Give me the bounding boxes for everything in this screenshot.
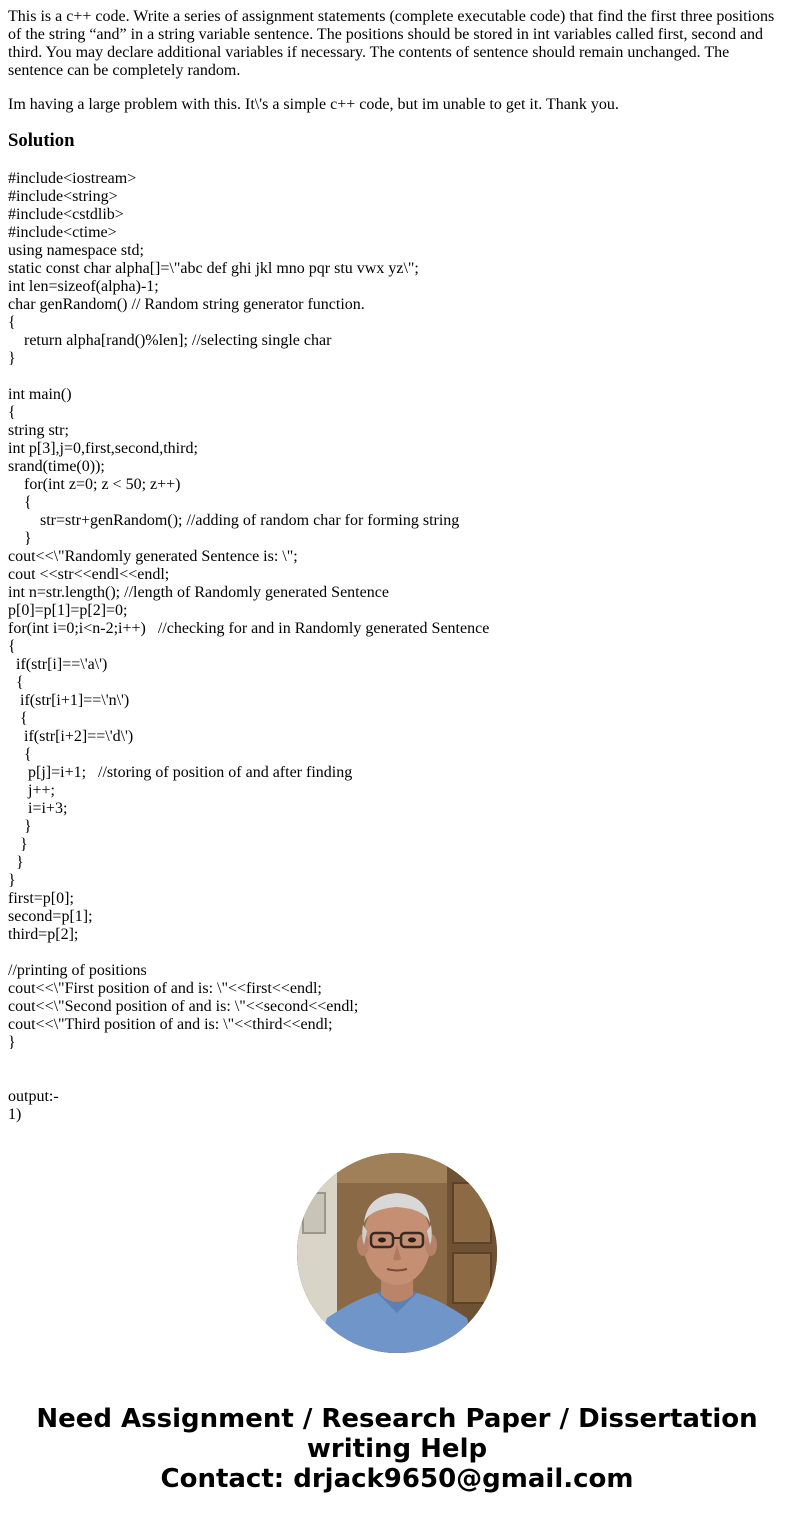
code-line: cout<<\"Randomly generated Sentence is: \"; (8, 548, 298, 565)
code-line: for(int i=0;i<n-2;i++) //checking for and in Randomly generated Sentence (8, 620, 490, 637)
question-followup: Im having a large problem with this. It\'s a simple c++ code, but im unable to get it. Thank you. (8, 96, 619, 113)
code-line: cout<<\"Second position of and is: \"<<second<<endl; (8, 998, 359, 1015)
code-line: srand(time(0)); (8, 458, 105, 475)
code-line: { (8, 710, 28, 727)
code-line: str=str+genRandom(); //adding of random char for forming string (8, 512, 460, 529)
code-line: } (8, 872, 16, 889)
code-line: } (8, 818, 32, 835)
code-line: static const char alpha[]=\"abc def ghi jkl mno pqr stu vwx yz\"; (8, 260, 419, 277)
code-line: p[j]=i+1; //storing of position of and after finding (8, 764, 353, 781)
author-photo (297, 1153, 497, 1353)
code-line: } (8, 836, 28, 853)
code-line: } (8, 350, 16, 367)
code-line: } (8, 854, 24, 871)
code-line: { (8, 638, 16, 655)
question-paragraph: This is a c++ code. Write a series of assignment statements (complete executable code) that find the first three positions of the string “and” in a string variable sentence. The positions should be stored in int variables called first, second and third. You may declare additional variables if necessary. The contents of sentence should remain unchanged. The sentence can be completely random. (8, 8, 775, 79)
code-line: { (8, 314, 16, 331)
code-line: using namespace std; (8, 242, 144, 259)
promo-line-1: Need Assignment / Research Paper / Dissertation (36, 1404, 758, 1434)
code-block (8, 170, 786, 1124)
code-line: { (8, 404, 16, 421)
code-line: { (8, 674, 24, 691)
code-line: #include<ctime> (8, 224, 117, 241)
code-line: { (8, 494, 32, 511)
code-line: p[0]=p[1]=p[2]=0; (8, 602, 128, 619)
code-line: { (8, 746, 32, 763)
code-line (8, 368, 786, 386)
code-line: third=p[2]; (8, 926, 79, 943)
code-line: if(str[i+1]==\'n\') (8, 692, 130, 709)
code-line: int p[3],j=0,first,second,third; (8, 440, 198, 457)
code-line: output:- (8, 1088, 59, 1105)
code-line: int n=str.length(); //length of Randomly generated Sentence (8, 584, 389, 601)
code-line: second=p[1]; (8, 908, 93, 925)
code-line (8, 944, 786, 962)
code-line (8, 1052, 786, 1070)
solution-heading: Solution (8, 130, 75, 151)
promo-line-2: writing Help (306, 1434, 488, 1464)
code-line: i=i+3; (8, 800, 68, 817)
code-line: first=p[0]; (8, 890, 74, 907)
code-line: #include<iostream> (8, 170, 137, 187)
code-line: j++; (8, 782, 55, 799)
code-line: 1) (8, 1106, 22, 1123)
code-line: } (8, 530, 32, 547)
code-line: if(str[i+2]==\'d\') (8, 728, 134, 745)
code-line: } (8, 1034, 16, 1051)
code-line: string str; (8, 422, 69, 439)
code-line: //printing of positions (8, 962, 147, 979)
code-line: return alpha[rand()%len]; //selecting single char (8, 332, 332, 349)
code-line: char genRandom() // Random string generator function. (8, 296, 365, 313)
code-line: int len=sizeof(alpha)-1; (8, 278, 159, 295)
code-line: if(str[i]==\'a\') (8, 656, 108, 673)
code-line: cout<<\"Third position of and is: \"<<third<<endl; (8, 1016, 333, 1033)
code-line: cout<<\"First position of and is: \"<<first<<endl; (8, 980, 322, 997)
code-line (8, 1070, 786, 1088)
code-line: cout <<str<<endl<<endl; (8, 566, 170, 583)
promo-banner (0, 1404, 794, 1494)
code-line: int main() (8, 386, 72, 403)
code-line: for(int z=0; z < 50; z++) (8, 476, 181, 493)
portrait-image (297, 1153, 497, 1353)
promo-contact: Contact: drjack9650@gmail.com (160, 1464, 634, 1494)
code-line: #include<string> (8, 188, 118, 205)
code-line: #include<cstdlib> (8, 206, 124, 223)
